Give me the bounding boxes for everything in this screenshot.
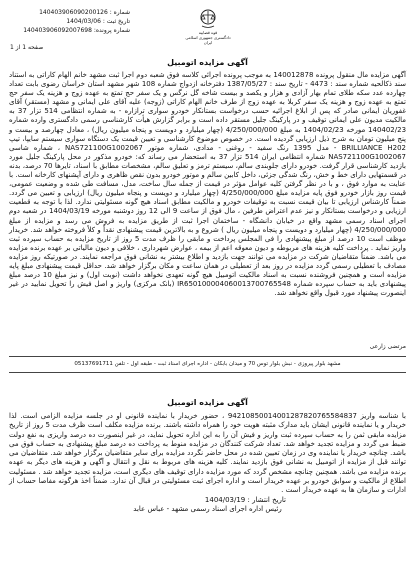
meta-date-row <box>10 17 130 26</box>
divider-1 <box>9 356 406 357</box>
divider-2 <box>9 372 406 373</box>
judiciary-emblem <box>184 8 232 48</box>
meta-attachment-value: 140403906092007698 <box>23 27 92 34</box>
page-number: صفحه 1 از 1 <box>10 44 44 51</box>
notice-body-2: با شناسه واریز 94210850014001287820765584837 ، حضور خریدار با نماینده قانونی او در جلسه مزایده الزامی است. لذا خریدار و یا نماینده قانونی ایشان باید مدارک مثبته هویت خود را همراه داشته باشند. برنده مزایده مکلف است ظرف مدت 5 روز از تاریخ مزایده مابقی ثمن را به حساب سپرده ثبت واریز و فیش آن را به این اداره تحویل نماید، در غیر اینصورت ده درصد واریزی به نفع دولت ضبط می گردد و مزایده تجدید خواهد شد. تعداد شرکت کنندگان در مزایده منوط به پرداخت ده درصد مبلغ پیشنهادی به حساب فوق می باشد. چنانچه خریدار یا نماینده وی در زمان تعیین شده در محل حاضر نگردد مزایده برای سایر متقاضیان برگزار خواهد شد. متقاضیان می توانند قبل از مزایده از اتومبیل به نشانی فوق بازدید نمایند. کلیه هزینه های مربوط به نقل و انتقال و آگهی و هزینه های دیگر به عهده برنده مزایده می باشد. همچنین چنانچه مشخص گردد که مورد مزایده دارای توقیف های دیگری است، مزایده تجدید خواهد شد . مسئولیت اطلاع از مالکیت و سوابق خودرو بر عهده خریدار است و اداره اجرای ثبت مسئولیتی در قبال آن ندارد. ضمناً اخذ هرگونه مفاصا حساب از ادارات و سازمان ها به عهده خریدار است . <box>9 412 406 495</box>
meta-number-row <box>10 8 130 17</box>
notice-title-2: آگهی مزایده اتومبیل <box>167 398 248 407</box>
signature-1: مرتضی زارعی <box>369 343 406 350</box>
document-meta <box>10 8 130 35</box>
meta-attachment-row <box>10 26 130 35</box>
notice-body-1: آگهی مزایده مال منقول پرونده 140012878 به موجب پرونده اجرائی کلاسه فوق شعبه دوم اجرا ثبت مشهد خانم الهام کاراتی به استناد سند ذکالحیه شماره سند : 4473 - تاریخ سند : 1387/05/27 دفترخانه ازدواج شماره 108 شهر مشهد استان خراسان رضوی بابت تعداد چهارده عدد سکه طلای تمام بهار آزادی و هزار و یکصد و بیست شاخه گل نرگس و یک سفر حج تمتع به عهده زوج و هزینه یک سفر حج تمتع به عهده زوج و هزینه یک سفر کربلا به عهده زوج از طرف خانم الهام کاراتی (زوجه) علیه آقای علی ایمانی و مشهد (مستقر) آقای غفوریان ایمانی صادر که پس از ابلاغ اجرائیه حسب درخواست بستانکار خودرو سواری ترازاره - به شماره انتظامی 514 تزار 37 به مالکیت مدیون علی ایمانی توقیف و در پارکینگ جلیل مستقر داده است و برابر گزارش هیأت کارشناسی رسمی دادگستری وارده شماره 140402/23 مورخه 1404/02/23 به مبلغ 4/250/000/000 (چهار میلیارد و دویست و پنجاه میلیون ریال) ، معادل چهارصد و بیست و پنج میلیون تومان به شرح ذیل ارزیابی گردیده است. در خصوص موضوع کارشناسی و تعیین قیمت یک دستگاه سواری سیستم سایپا، تیپ BRILLIANCE H202 - مدل 1395 رنگ سفید - روغنی - مدادی، شماره موتور NAS721100G1002067 ، شماره شاسی NAS721100G1002067 شماره انتظامی ایران 514 تزار 37 به استحضار می رساند که: خودرو مذکور در محل پارکینگ جلیل مورد بازدید کارشناسی قرار گرفت. خودرو دارای جلوبندی سالم، سیستم ترمز و تعلیق سالم، مشخصات مطابق با اسناد، تایرها 70 درصد، بدنه در قسمتهایی دارای خط و خش، رنگ شدگی جزئی، داخل کابین سالم و موتور خودرو بدون نقص ظاهری و دارای آپشنهای کارخانه است. با عنایت به موارد فوق ، و با در نظر گرفتن کلیه عوامل مؤثر در قیمت از جمله سال ساخت، مدل، مسافت طی شده و وضعیت عمومی، قیمت روز بازار خودرو فوق پایه مزایده مبلغ 4/250/000/000 (چهار میلیارد و دویست و پنجاه میلیون ریال) ارزیابی و تعیین می گردد. ضمناً کارشناس ارزیابی تا بیان قیمت نسبت به توقیفات خودرو و مالکیت مطابق اسناد هیچ گونه مسئولیتی ندارد. لذا با توجه به قطعیت ارزیابی و درخواست بستانکار و نیز عدم اعتراض طرفین ، مال فوق از ساعت 9 الی 12 روز دوشنبه مورخه 1404/03/19 در شعبه دوم اجرای اسناد رسمی مشهد واقع در خیابان دانشگاه - ساختمان اجرا ثبت از طریق مزایده به فروش می رسد و مزایده از مبلغ 4/250/000/000 (چهار میلیارد و دویست و پنجاه میلیون ریال ) شروع و به بالاترین قیمت پیشنهادی نقداً و کلاً فروخته خواهد شد. خریدار موظف است 10 درصد از مبلغ پیشنهادی را فی المجلس پرداخت و مابقی را ظرف مدت 5 روز از تاریخ مزایده به حساب سپرده ثبت واریز نماید . پرداخت کلیه هزینه های مربوطه و دیون معوقه اعم از بیمه ، عوارض شهرداری ، خلافی و دیون مالیاتی بر عهده برنده مزایده می باشد. ضمناً متقاضیان شرکت در مزایده می توانند جهت بازدید و اطلاع بیشتر به نشانی فوق مراجعه نمایند. در صورتیکه روز مزایده مصادف با تعطیلی رسمی گردد مزایده در روز بعد از تعطیلی در همان ساعت و مکان برگزار خواهد شد. حداقل قیمت پیشنهادی مبلغ پایه مزایده است و همچنین فروشنده نسبت به اسناد مالکیت اتومبیل هیچ گونه تعهدی نخواهد داشت (نوبت اول) و نیز مبلغ 10 درصد مبلغ پیشنهادی باید به حساب سپرده شماره IR650100004060013700765548 (بانک مرکزی) واریز و اصل فیش را تحویل نمایید در غیر اینصورت پیشنهاد مورد قبول واقع نخواهد شد. <box>9 71 407 298</box>
meta-number-label: شماره : <box>109 9 130 16</box>
office-address: مشهد بلوار پیروزی - نبش بلوار توس 70 و میدان بابکان - اداره اجرای اسناد ثبت - طبقه اول - تلفن 05137691711 <box>74 361 341 367</box>
emblem-caption-2: دادگستری جمهوری اسلامی ایران <box>185 35 231 45</box>
meta-attachment-label: شماره پرونده: <box>93 27 130 34</box>
publish-date: تاریخ انتشار : 1404/03/19 <box>204 495 286 504</box>
emblem-caption-1: قوه قضاییه <box>198 30 218 35</box>
notice-title-1: آگهی مزایده اتومبیل <box>167 58 248 67</box>
emblem-icon <box>196 8 220 30</box>
signature-2: رئیس اداره اجرای اسناد رسمی مشهد - عباس عابد <box>133 504 282 513</box>
meta-date-value: 1404/03/06 <box>66 18 101 25</box>
notice-2-block <box>9 412 406 514</box>
meta-date-label: تاریخ ثبت : <box>102 18 130 25</box>
meta-number-value: 140403906090200126 <box>39 9 108 16</box>
